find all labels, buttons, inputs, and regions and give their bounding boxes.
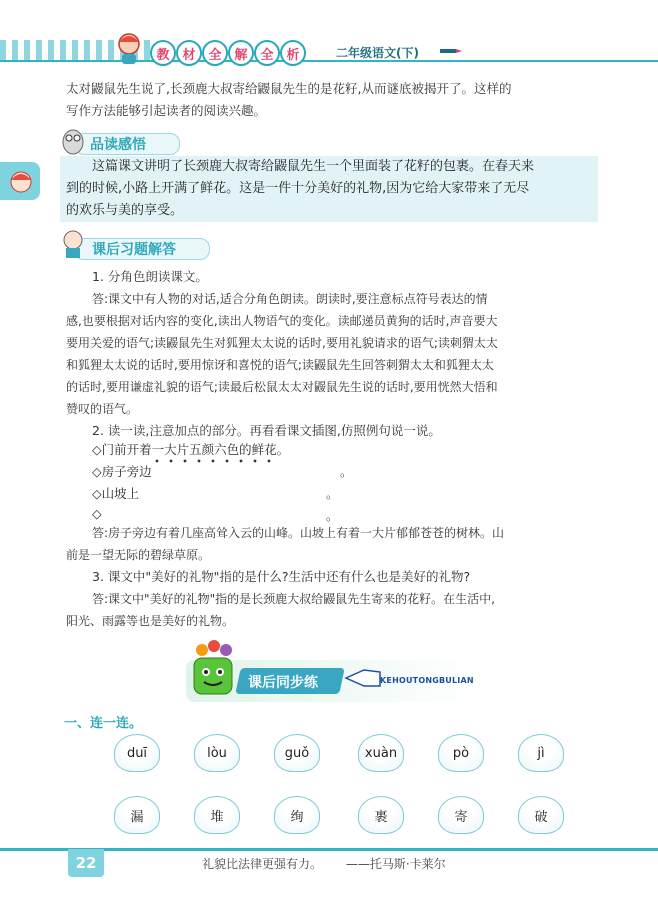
owl-icon xyxy=(60,124,86,156)
question-2: 2. 读一读,注意加点的部分。再看看课文插图,仿照例句说一说。 xyxy=(92,423,441,438)
answer-line: 答:课文中有人物的对话,适合分角色朗读。朗读时,要注意标点符号表达的情 xyxy=(92,292,488,306)
book-title-char: 析 xyxy=(280,40,306,66)
question-3: 3. 课文中"美好的礼物"指的是什么?生活中还有什么也是美好的礼物? xyxy=(92,569,471,584)
emphasis-dots xyxy=(150,458,278,464)
text-line: 这篇课文讲明了长颈鹿大叔寄给鼹鼠先生一个里面装了花籽的包裹。在春天来 xyxy=(92,159,535,174)
text-line: 太对鼹鼠先生说了,长颈鹿大叔寄给鼹鼠先生的是花籽,从而谜底被揭开了。这样的 xyxy=(66,81,512,96)
kehou-content-2 xyxy=(66,522,606,632)
answer-line: 和狐狸太太说的话时,要用惊讶和喜悦的语气;读鼹鼠先生回答刺猬太太和狐狸太太 xyxy=(66,358,494,372)
book-subtitle: 二年级语文(下) xyxy=(336,46,419,60)
pinyin-shell[interactable]: duī xyxy=(114,734,160,772)
student-icon xyxy=(60,228,86,260)
answer-line: 答:课文中"美好的礼物"指的是长颈鹿大叔给鼹鼠先生寄来的花籽。在生活中, xyxy=(92,592,495,606)
text-line: 到的时候,小路上开满了鲜花。这是一件十分美好的礼物,因为它给大家带来了无尽 xyxy=(66,181,530,196)
answer-line: 赞叹的语气。 xyxy=(66,402,139,416)
hanzi-shell[interactable]: 破 xyxy=(518,796,564,834)
footer-quote xyxy=(202,855,446,872)
pinyin-shell[interactable]: jì xyxy=(518,734,564,772)
answer-line: 的话时,要用谦虚礼貌的语气;读最后松鼠太太对鼹鼠先生说的话时,要用恍然大悟和 xyxy=(66,380,498,394)
hanzi-shell[interactable]: 裹 xyxy=(358,796,404,834)
hanzi-shell[interactable]: 堆 xyxy=(194,796,240,834)
example-line: ◇房子旁边 xyxy=(92,464,152,479)
answer-line: 要用关爱的语气;读鼹鼠先生对狐狸太太说的话时,要用礼貌请求的语气;读刺猬太太 xyxy=(66,336,498,350)
answer-line: 感,也要根据对话内容的变化,读出人物语气的变化。读邮递员黄狗的话时,声音要大 xyxy=(66,314,498,328)
blank-end-mark: 。 xyxy=(326,486,339,501)
answer-line: 阳光、雨露等也是美好的礼物。 xyxy=(66,614,235,628)
book-title-char: 教 xyxy=(150,40,176,66)
cartoon-face-icon xyxy=(8,168,34,194)
blank-end-mark: 。 xyxy=(340,464,353,479)
green-monster-icon xyxy=(188,640,238,702)
kehou-content xyxy=(66,266,606,442)
pinyin-shell[interactable]: xuàn xyxy=(358,734,404,772)
pinyin-shell[interactable]: pò xyxy=(438,734,484,772)
example-line: ◇ xyxy=(92,506,102,521)
hanzi-shell[interactable]: 漏 xyxy=(114,796,160,834)
mascot-icon xyxy=(112,30,146,66)
book-title-char: 全 xyxy=(202,40,228,66)
pindu-paragraph xyxy=(66,156,606,222)
tongbu-pinyin: KEHOUTONGBULIAN xyxy=(380,676,474,685)
kehou-heading: 课后习题解答 xyxy=(92,242,176,258)
blank-end-mark: 。 xyxy=(326,508,339,523)
hanzi-shell[interactable]: 寄 xyxy=(438,796,484,834)
hanzi-shell[interactable]: 绚 xyxy=(274,796,320,834)
pinyin-shell[interactable]: guǒ xyxy=(274,734,320,772)
quote-author: ——托马斯·卡莱尔 xyxy=(345,857,446,871)
book-title-char: 材 xyxy=(176,40,202,66)
pencil-icon xyxy=(440,46,462,56)
pindu-heading: 品读感悟 xyxy=(90,137,146,153)
exercise-heading: 一、连一连。 xyxy=(64,716,143,731)
text-line: 写作方法能够引起读者的阅读兴趣。 xyxy=(66,103,267,118)
tongbu-title: 课后同步练 xyxy=(248,675,318,691)
answer-line: 前是一望无际的碧绿草原。 xyxy=(66,548,211,562)
pointing-hand-icon xyxy=(344,664,382,692)
book-title-char: 解 xyxy=(228,40,254,66)
question-1: 1. 分角色朗读课文。 xyxy=(92,269,208,284)
page-number: 22 xyxy=(68,849,104,877)
text-line: 的欢乐与美的享受。 xyxy=(66,203,184,218)
side-tab xyxy=(0,162,40,200)
answer-line: 答:房子旁边有着几座高耸入云的山峰。山坡上有着一大片郁郁苍苍的树林。山 xyxy=(92,526,505,540)
intro-paragraph xyxy=(66,78,606,122)
header-line xyxy=(0,60,658,62)
pinyin-shell[interactable]: lòu xyxy=(194,734,240,772)
example-line: ◇山坡上 xyxy=(92,486,140,501)
book-title-char: 全 xyxy=(254,40,280,66)
quote-text: 礼貌比法律更强有力。 xyxy=(202,857,323,871)
example-line: ◇门前开着一大片五颜六色的鲜花。 xyxy=(92,442,290,457)
